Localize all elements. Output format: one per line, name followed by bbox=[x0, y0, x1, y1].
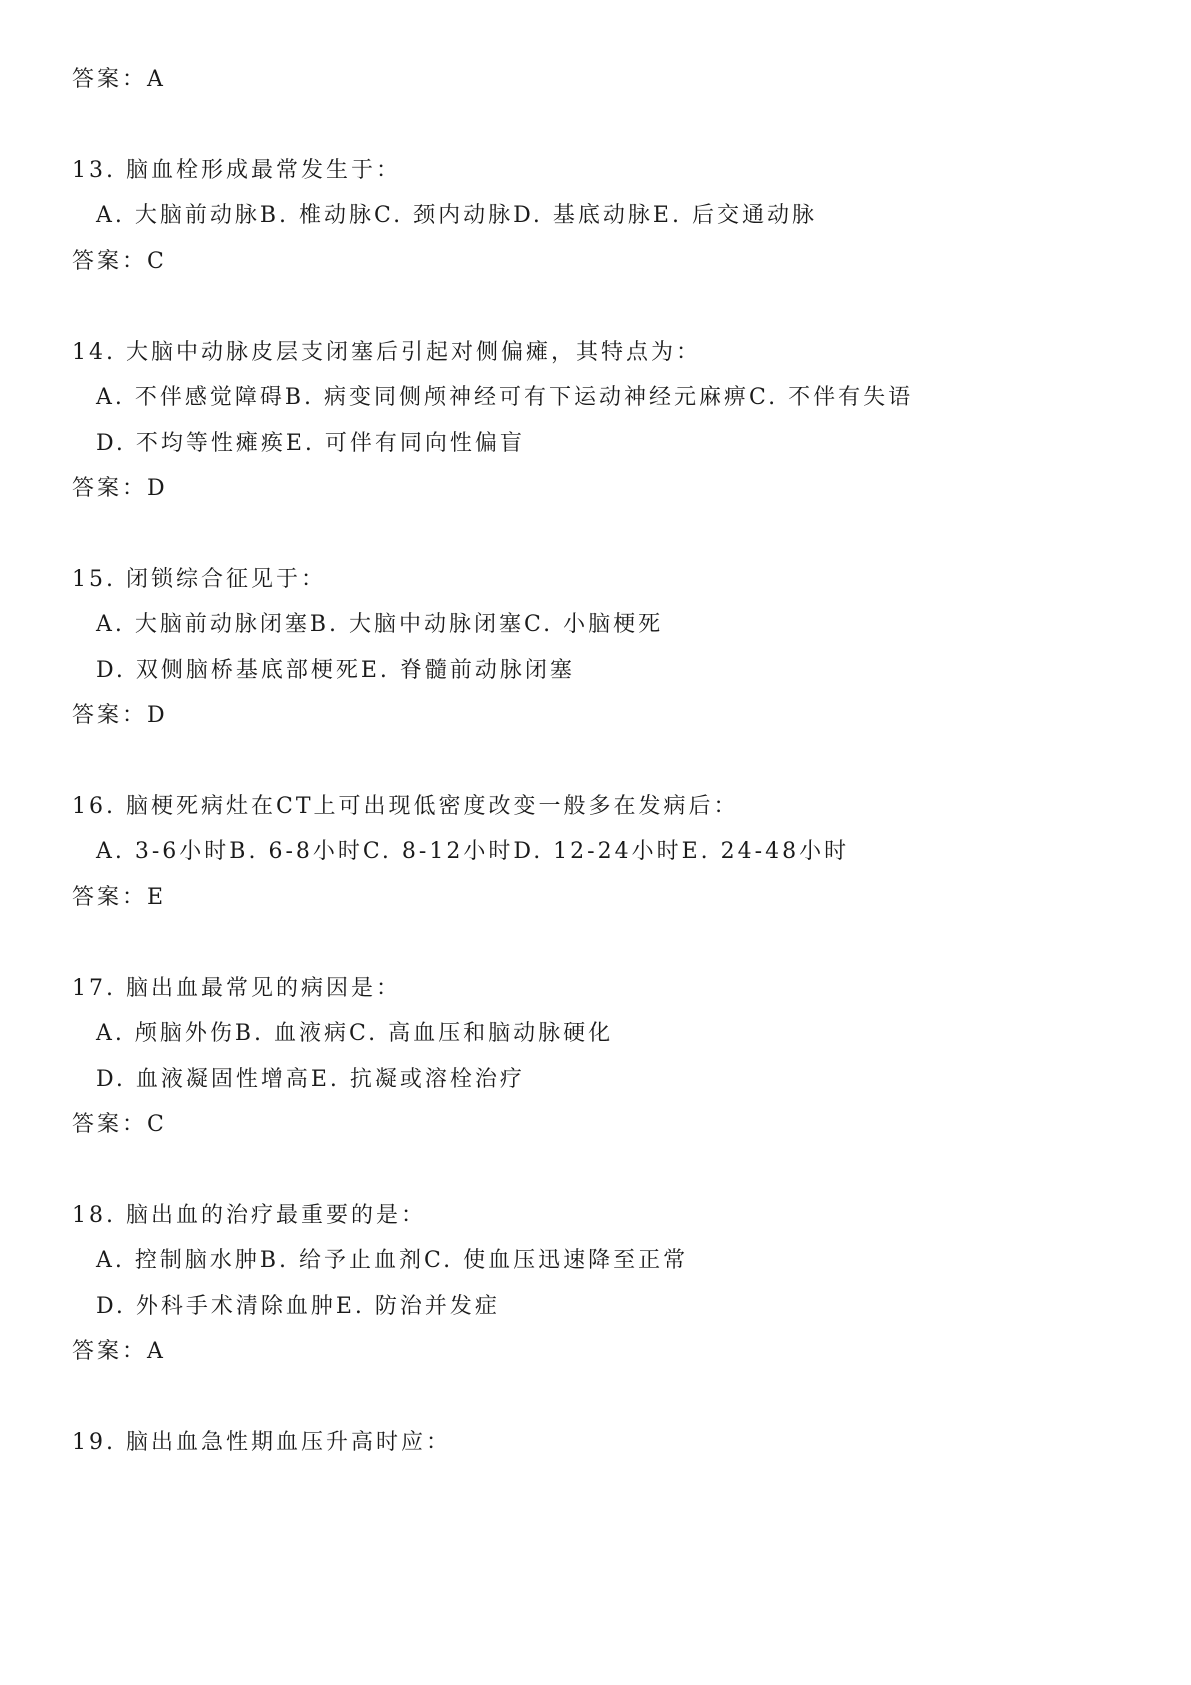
option-line: A. 不伴感觉障碍B. 病变同侧颅神经可有下运动神经元麻痹C. 不伴有失语 bbox=[96, 385, 914, 410]
option-line: D. 外科手术清除血肿E. 防治并发症 bbox=[96, 1294, 500, 1319]
question-line: 16. 脑梗死病灶在CT上可出现低密度改变一般多在发病后： bbox=[72, 794, 739, 819]
answer-line: 答案：A bbox=[72, 67, 166, 92]
question-line: 17. 脑出血最常见的病因是： bbox=[72, 976, 401, 1001]
option-line: A. 3-6小时B. 6-8小时C. 8-12小时D. 12-24小时E. 24-48小时 bbox=[96, 839, 850, 864]
answer-line: 答案：D bbox=[72, 703, 168, 728]
question-line: 14. 大脑中动脉皮层支闭塞后引起对侧偏瘫，其特点为： bbox=[72, 340, 701, 365]
question-line: 15. 闭锁综合征见于： bbox=[72, 567, 326, 592]
option-line: A. 控制脑水肿B. 给予止血剂C. 使血压迅速降至正常 bbox=[96, 1248, 689, 1273]
option-line: D. 不均等性瘫痪E. 可伴有同向性偏盲 bbox=[96, 431, 525, 456]
answer-line: 答案：E bbox=[72, 885, 167, 910]
option-line: D. 双侧脑桥基底部梗死E. 脊髓前动脉闭塞 bbox=[96, 658, 575, 683]
option-line: A. 大脑前动脉B. 椎动脉C. 颈内动脉D. 基底动脉E. 后交通动脉 bbox=[96, 203, 817, 228]
answer-line: 答案：C bbox=[72, 1112, 167, 1137]
question-line: 19. 脑出血急性期血压升高时应： bbox=[72, 1430, 451, 1455]
question-line: 18. 脑出血的治疗最重要的是： bbox=[72, 1203, 426, 1228]
answer-line: 答案：A bbox=[72, 1339, 166, 1364]
question-line: 13. 脑血栓形成最常发生于： bbox=[72, 158, 401, 183]
option-line: A. 颅脑外伤B. 血液病C. 高血压和脑动脉硬化 bbox=[96, 1021, 614, 1046]
option-line: A. 大脑前动脉闭塞B. 大脑中动脉闭塞C. 小脑梗死 bbox=[96, 612, 664, 637]
option-line: D. 血液凝固性增高E. 抗凝或溶栓治疗 bbox=[96, 1067, 525, 1092]
answer-line: 答案：C bbox=[72, 249, 167, 274]
answer-line: 答案：D bbox=[72, 476, 168, 501]
